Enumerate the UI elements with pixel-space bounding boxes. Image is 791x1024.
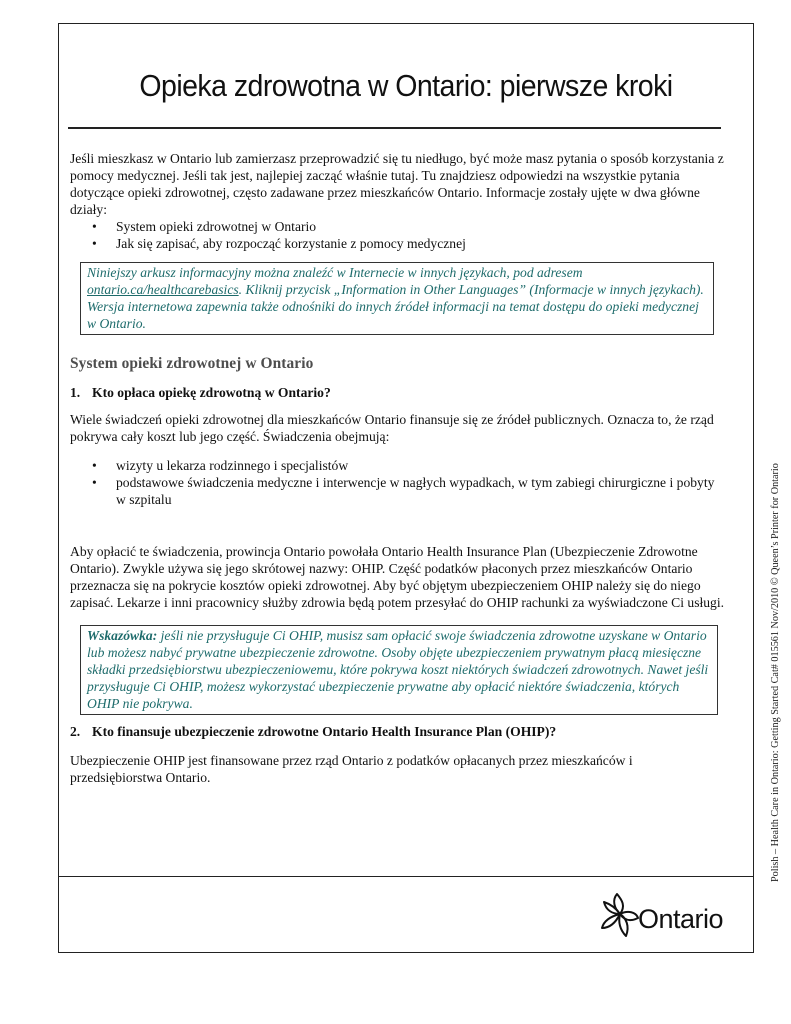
section-heading: System opieki zdrowotnej w Ontario bbox=[70, 355, 314, 372]
list-item: • wizyty u lekarza rodzinnego i specjalistów bbox=[116, 457, 726, 474]
list-item: • Jak się zapisać, aby rozpocząć korzystanie z pomocy medycznej bbox=[116, 235, 726, 252]
question-text: Kto finansuje ubezpieczenie zdrowotne Ontario Health Insurance Plan (OHIP)? bbox=[92, 724, 557, 739]
note-text: . Kliknij przycisk „Information in Other Languages” (Informacje w innych językach). Wersja internetowa zapewnia także odnośniki do innych źródeł informacji na temat dostępu do opieki medycznej w Ontario. bbox=[87, 282, 704, 331]
services-list bbox=[70, 457, 726, 508]
tip-note-box bbox=[80, 625, 718, 715]
title-divider bbox=[68, 127, 721, 129]
intro-paragraph: Jeśli mieszkasz w Ontario lub zamierzasz przeprowadzić się tu niedługo, być może masz pytania o sposób korzystania z pomocy medycznej. Jeśli tak jest, najlepiej zacząć właśnie tutaj. Tu znajdziesz odpowiedzi na wszystkie pytania dotyczące opieki zdrowotnej, często zadawane przez mieszkańców Ontario. Informacje zostały ujęte w dwa główne działy: bbox=[70, 151, 724, 217]
answer-paragraph: Ubezpieczenie OHIP jest finansowane przez rząd Ontario z podatków opłacanych przez mieszkańców i przedsiębiorstwa Ontario. bbox=[70, 753, 633, 785]
intro-list bbox=[70, 218, 726, 252]
question-text: Kto opłaca opiekę zdrowotną w Ontario? bbox=[92, 385, 331, 400]
tip-label: Wskazówka: bbox=[87, 628, 158, 643]
list-item: • System opieki zdrowotnej w Ontario bbox=[116, 218, 726, 235]
logo-wordmark: Ontario bbox=[638, 904, 724, 934]
list-item: • podstawowe świadczenia medyczne i interwencje w nagłych wypadkach, w tym zabiegi chirurgiczne i pobyty w szpitalu bbox=[116, 474, 726, 508]
ontario-logo bbox=[596, 888, 730, 940]
page-title: Opieka zdrowotna w Ontario: pierwsze kroki bbox=[139, 68, 673, 103]
question-number: 2. bbox=[70, 724, 81, 739]
tip-text: jeśli nie przysługuje Ci OHIP, musisz sam opłacić swoje świadczenia zdrowotne uzyskane w Ontario lub możesz nabyć prywatne ubezpieczenie zdrowotne. Osoby objęte ubezpieczeniem prywatnym płacą miesięczne składki przedsiębiorstwu ubezpieczeniowemu, które pokrywa koszt niektórych świadczeń zdrowotnych. Nawet jeśli przysługuje Ci OHIP, możesz wykorzystać ubezpieczenie prywatne aby opłacić niektóre świadczenia, których OHIP nie pokrywa. bbox=[87, 628, 709, 711]
trillium-icon bbox=[596, 888, 640, 940]
healthcarebasics-link[interactable]: ontario.ca/healthcarebasics bbox=[87, 282, 239, 297]
document-body bbox=[70, 150, 726, 786]
question-heading bbox=[70, 723, 726, 740]
languages-note-box bbox=[80, 262, 714, 335]
catalog-side-text: Polish – Health Care in Ontario: Getting Started Cat# 015561 Nov/2010 © Queen’s Printer for Ontario bbox=[770, 463, 781, 882]
question-number: 1. bbox=[70, 385, 81, 400]
note-text: Niniejszy arkusz informacyjny można znaleźć w Internecie w innych językach, pod adresem bbox=[87, 265, 583, 280]
question-heading bbox=[70, 384, 726, 401]
answer-paragraph: Wiele świadczeń opieki zdrowotnej dla mieszkańców Ontario finansuje się ze źródeł publicznych. Oznacza to, że rząd pokrywa cały koszt lub jego część. Świadczenia obejmują: bbox=[70, 412, 714, 444]
ohip-paragraph: Aby opłacić te świadczenia, prowincja Ontario powołała Ontario Health Insurance Plan (Ubezpieczenie Zdrowotne Ontario). Zwykle używa się jego skrótowej nazwy: OHIP. Część podatków płaconych przez mieszkańców Ontario przeznacza się na pokrycie kosztów opieki zdrowotnej. Aby być objętym ubezpieczeniem OHIP należy się do niego zapisać. Lekarze i inni pracownicy służby zdrowia będą potem przesyłać do OHIP rachunki za wyświadczone Ci usługi. bbox=[70, 544, 725, 610]
footer-divider bbox=[58, 876, 754, 877]
